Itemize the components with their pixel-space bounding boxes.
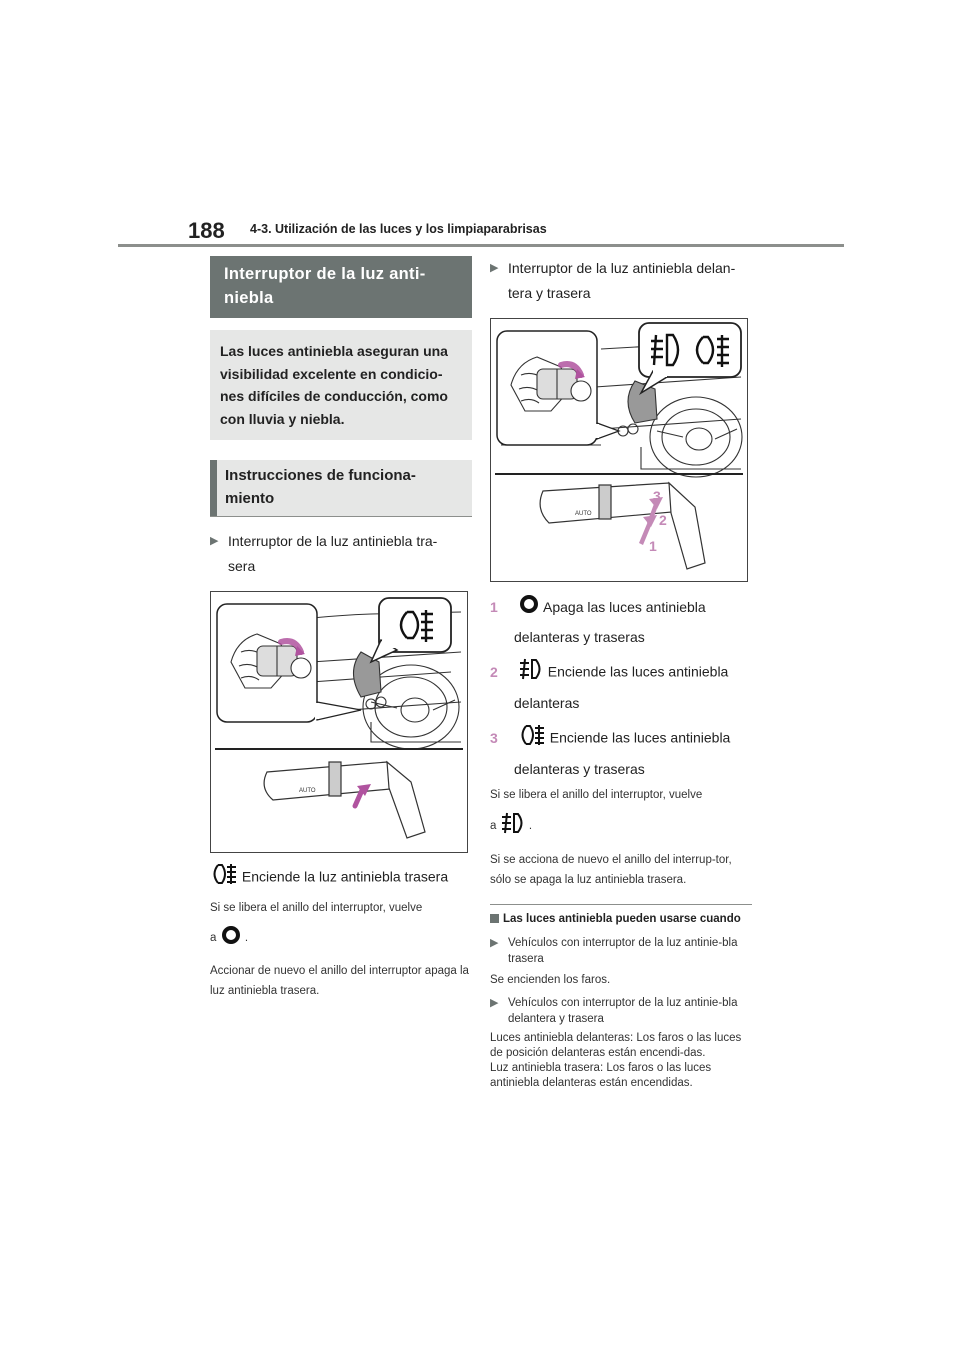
usable-rule	[490, 904, 752, 905]
step-3-number: 3	[490, 730, 498, 746]
intro-box: Las luces antiniebla aseguran una visibilidad excelente en condicio-nes difíciles de conducción, como con lluvia y niebla.	[210, 330, 472, 440]
front-fog-icon	[518, 658, 544, 688]
step-1-number: 1	[490, 599, 498, 615]
front-rear-illustration	[491, 319, 747, 581]
front-release-line	[490, 812, 752, 840]
step-list	[490, 594, 752, 782]
step-2-number: 2	[490, 664, 498, 680]
step-2-cont: delanteras	[514, 695, 580, 712]
bullet-triangle-icon: ▶	[490, 997, 499, 1010]
page-number: 188	[188, 218, 225, 243]
rear-fog-icon	[210, 863, 238, 893]
fog-off-icon	[518, 594, 540, 622]
header-rule	[118, 244, 844, 247]
case2-bullet	[490, 995, 752, 1027]
rear-fog-bullet-text: Interruptor de la luz antiniebla tra- sera	[228, 533, 438, 574]
bullet-triangle-icon: ▶	[490, 937, 499, 950]
front-rear-bullet-text: Interruptor de la luz antiniebla delan- tera y trasera	[508, 260, 736, 301]
case2-bullet-text: Vehículos con interruptor de la luz antinie-bla delantera y trasera	[508, 997, 738, 1026]
case2-text-b: Luz antiniebla trasera: Los faros o las luces antiniebla delanteras están encendidas.	[490, 1062, 712, 1090]
front-release-dot: .	[528, 820, 533, 833]
bullet-triangle-icon: ▶	[490, 262, 499, 274]
step-2	[490, 658, 752, 688]
case2-text-a: Luces antiniebla delanteras: Los faros o las luces de posición delanteras están encendi-das.	[490, 1032, 742, 1060]
rear-fog-bullet	[210, 529, 472, 579]
instructions-subtitle: Instrucciones de funciona- miento	[210, 460, 472, 516]
rear-release-note: Si se libera el anillo del interruptor, vuelve	[210, 902, 423, 914]
step-3-text-a: Enciende las luces antiniebla	[549, 730, 731, 746]
subtitle-rule	[210, 516, 472, 517]
case1-bullet-text: Vehículos con interruptor de la luz antinie-bla trasera	[508, 937, 738, 966]
front-rear-figure	[490, 318, 748, 582]
usable-title-text: Las luces antiniebla pueden usarse cuando	[503, 913, 741, 926]
case1-bullet	[490, 935, 752, 967]
front-release-a: a	[490, 820, 497, 833]
step-2-text-a: Enciende las luces antiniebla	[547, 664, 729, 680]
fig-num-3: 3	[653, 488, 661, 504]
left-column	[210, 256, 472, 1001]
fog-off-icon	[220, 925, 242, 951]
rear-again-note: Accionar de nuevo el anillo del interruptor apaga la luz antiniebla trasera.	[210, 965, 469, 997]
rear-fog-figure	[210, 591, 468, 853]
right-column	[490, 256, 752, 1091]
rear-release-dot: .	[244, 932, 249, 945]
front-fog-icon	[500, 812, 526, 840]
main-title: Interruptor de la luz anti- niebla	[210, 256, 472, 318]
fig-num-2: 2	[659, 512, 667, 528]
rear-fog-illustration	[211, 592, 467, 852]
auto-label-right: AUTO	[575, 511, 592, 517]
square-bullet-icon	[490, 914, 499, 923]
auto-label: AUTO	[299, 788, 316, 794]
page-header	[0, 0, 960, 250]
fig-num-1: 1	[649, 538, 657, 554]
step-3	[490, 724, 752, 754]
rear-release-line	[210, 925, 472, 951]
step-1-cont: delanteras y traseras	[514, 629, 645, 646]
step-3-cont: delanteras y traseras	[514, 761, 645, 778]
rear-fog-icon	[518, 724, 546, 754]
case1-text: Se encienden los faros.	[490, 974, 611, 987]
step-1-text-a: Apaga las luces antiniebla	[543, 599, 706, 615]
front-rear-bullet	[490, 256, 752, 306]
front-again-note: Si se acciona de nuevo el anillo del interrup-tor, sólo se apaga la luz antiniebla trasera.	[490, 854, 732, 887]
bullet-triangle-icon: ▶	[210, 535, 219, 547]
rear-fog-caption-text: Enciende la luz antiniebla trasera	[241, 868, 449, 885]
rear-fog-caption	[210, 863, 472, 893]
step-1	[490, 594, 752, 622]
section-title: 4-3. Utilización de las luces y los limpiaparabrisas	[250, 222, 547, 236]
usable-title	[490, 911, 752, 927]
front-release-note: Si se libera el anillo del interruptor, vuelve	[490, 789, 703, 802]
rear-release-a: a	[210, 932, 217, 945]
